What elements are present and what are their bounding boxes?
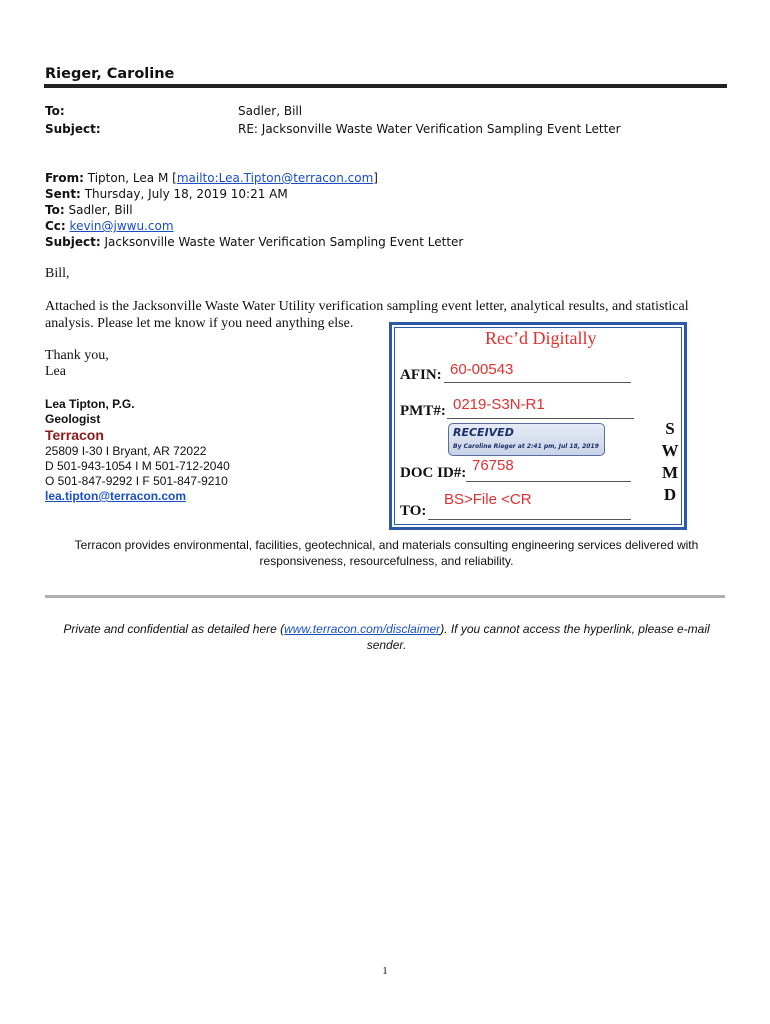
footer-rule	[45, 595, 725, 598]
page-number: 1	[382, 965, 388, 977]
to-label: To:	[45, 104, 65, 118]
subject-label: Subject:	[45, 122, 101, 136]
fwd-subject-line: Subject: Jacksonville Waste Water Verification Sampling Event Letter	[45, 235, 464, 249]
received-by: By Caroline Rieger at 2:41 pm, Jul 18, 2019	[453, 443, 599, 450]
signature-phone2: O 501-847-9292 I F 501-847-9210	[45, 474, 228, 488]
docid-label: DOC ID#:	[400, 465, 467, 481]
header-rule	[44, 84, 727, 88]
company-tagline: Terracon provides environmental, facilities, geotechnical, and materials consulting engineering services delivered with responsiveness, resourcefulness, and reliability.	[74, 538, 699, 568]
disclaimer: Private and confidential as detailed here (www.terracon.com/disclaimer). If you cannot access the hyperlink, please e-mail sender.	[63, 622, 710, 652]
sent-line: Sent: Thursday, July 18, 2019 10:21 AM	[45, 187, 288, 201]
body-paragraph-line1: Attached is the Jacksonville Waste Water Utility verification sampling event letter, analytical results, and statistical	[45, 299, 689, 314]
pmt-line	[447, 418, 634, 419]
cc-email-link[interactable]: kevin@jwwu.com	[69, 219, 174, 233]
agency-letter: M	[661, 463, 679, 482]
subject-value: RE: Jacksonville Waste Water Verification Sampling Event Letter	[238, 122, 621, 136]
cc-line: Cc: kevin@jwwu.com	[45, 219, 174, 233]
signature-name: Lea Tipton, P.G.	[45, 397, 135, 411]
fwd-to-line: To: Sadler, Bill	[45, 203, 133, 217]
closing-thanks: Thank you,	[45, 348, 109, 363]
pmt-label: PMT#:	[400, 403, 446, 419]
docid-line	[466, 481, 631, 482]
signature-address: 25809 I-30 I Bryant, AR 72022	[45, 444, 207, 458]
stamp-to-label: TO:	[400, 503, 427, 519]
signature-title: Geologist	[45, 412, 101, 426]
body-paragraph-line2: analysis. Please let me know if you need anything else.	[45, 316, 354, 331]
agency-letter: W	[661, 441, 679, 460]
forwarded-header	[45, 170, 463, 250]
afin-label: AFIN:	[400, 367, 442, 383]
disclaimer-link[interactable]: www.terracon.com/disclaimer	[284, 622, 441, 636]
stamp-title: Rec’d Digitally	[485, 328, 597, 348]
from-line: From: Tipton, Lea M [mailto:Lea.Tipton@terracon.com]	[45, 171, 378, 185]
to-value: Sadler, Bill	[238, 104, 303, 118]
docid-value: 76758	[472, 457, 514, 474]
stamp-to-value: BS>File <CR	[444, 491, 532, 508]
stamp-to-line	[428, 519, 631, 520]
signature-phone1: D 501-943-1054 I M 501-712-2040	[45, 459, 230, 473]
from-email-link[interactable]: mailto:Lea.Tipton@terracon.com	[176, 171, 374, 185]
received-title: RECEIVED	[453, 426, 514, 439]
closing-name: Lea	[45, 364, 66, 379]
signature-company: Terracon	[45, 427, 104, 443]
afin-line	[444, 382, 631, 383]
agency-letter: D	[663, 485, 677, 504]
afin-value: 60-00543	[450, 361, 514, 378]
agency-letter: S	[665, 419, 675, 438]
pmt-value: 0219-S3N-R1	[453, 396, 545, 413]
sender-name-header: Rieger, Caroline	[45, 66, 175, 82]
agency-letters	[660, 418, 680, 506]
signature-email-link[interactable]: lea.tipton@terracon.com	[45, 489, 187, 503]
signature-block	[45, 397, 230, 504]
greeting: Bill,	[45, 266, 70, 281]
